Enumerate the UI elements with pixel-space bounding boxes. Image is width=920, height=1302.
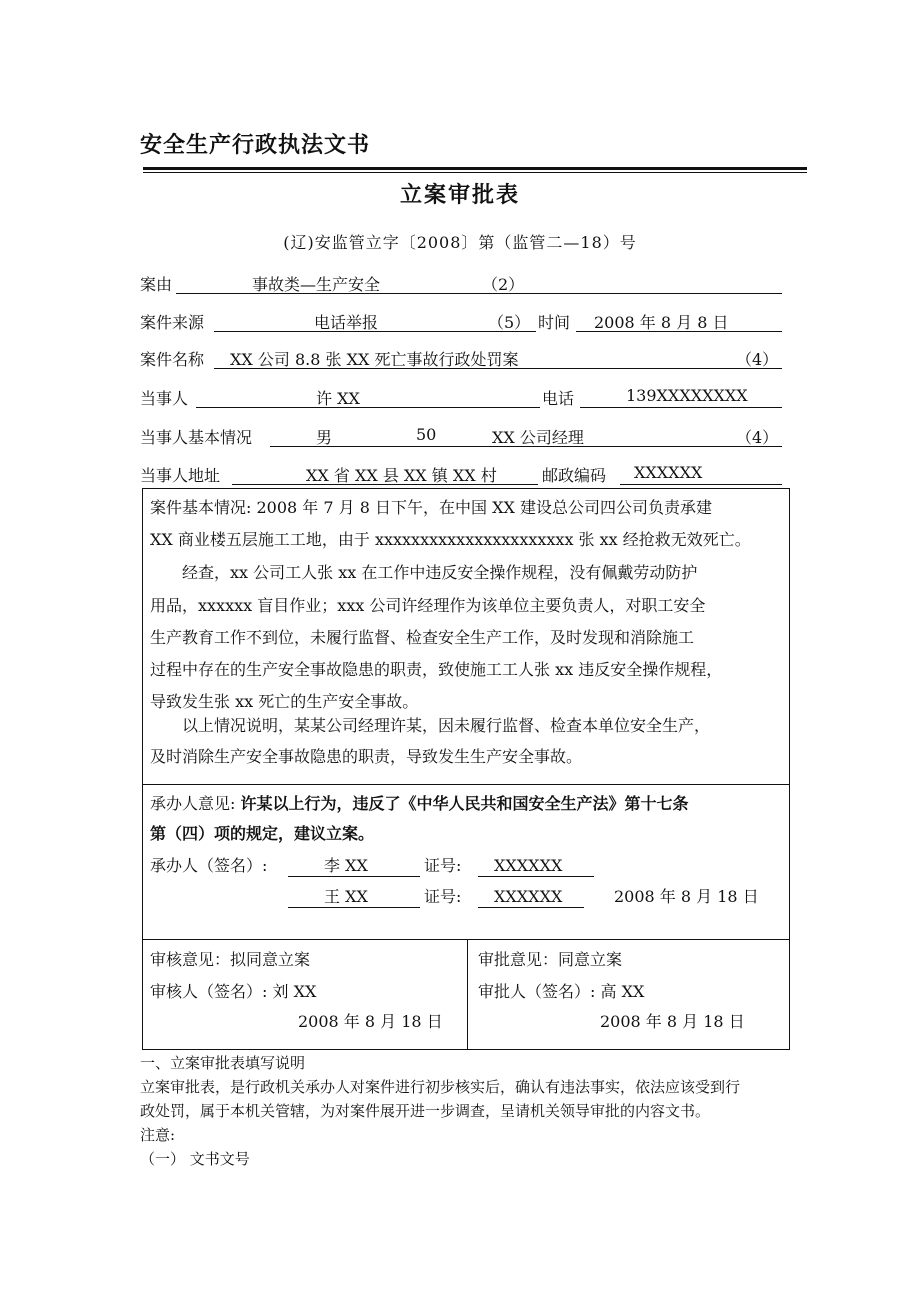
field-address-value: XX 省 XX 县 XX 镇 XX 村 (306, 466, 497, 485)
field-gender-value: 男 (316, 428, 333, 447)
field-party-info (140, 423, 782, 451)
field-cause-label: 案由 (140, 275, 173, 294)
field-source (140, 308, 782, 336)
handler-person-2: 王 XX (324, 887, 368, 906)
case-basic-line: 案件基本情况: 2008 年 7 月 8 日下午，在中国 XX 建设总公司四公司负责承建 (150, 498, 712, 517)
field-position-value: XX 公司经理 (492, 428, 584, 447)
column-divider (467, 939, 468, 1050)
handler-opinion-text-2: 第（四）项的规定，建议立案。 (150, 824, 375, 843)
field-postcode-value: XXXXXX (634, 463, 703, 482)
approval-opinion: 审批意见：同意立案 (478, 950, 623, 969)
field-case-name-label: 案件名称 (140, 350, 205, 369)
field-age-value: 50 (416, 425, 437, 444)
field-party-value: 许 XX (316, 389, 360, 408)
handler-cert-2: XXXXXX (494, 887, 563, 906)
section-divider (142, 939, 790, 940)
field-time-value: 2008 年 8 月 8 日 (594, 313, 729, 332)
field-source-value: 电话举报 (314, 313, 379, 332)
field-postcode-underline (620, 484, 782, 485)
field-phone-label: 电话 (542, 389, 575, 408)
handler-opinion-text: 许某以上行为，违反了《中华人民共和国安全生产法》第十七条 (240, 794, 689, 813)
field-postcode-label: 邮政编码 (542, 466, 607, 485)
field-source-code: （5） (488, 313, 531, 332)
notes-line-1: 立案审批表，是行政机关承办人对案件进行初步核实后，确认有违法事实，依法应该受到行 (140, 1078, 741, 1096)
field-address-label: 当事人地址 (140, 466, 221, 485)
handler-cert-1: XXXXXX (494, 856, 563, 875)
field-case-name-value: XX 公司 8.8 张 XX 死亡事故行政处罚案 (230, 350, 519, 369)
field-cause (140, 270, 782, 298)
header-rule-thick (143, 167, 807, 170)
field-party (140, 384, 782, 412)
form-title: 立案审批表 (399, 183, 520, 208)
document-header-title: 安全生产行政执法文书 (140, 133, 371, 158)
notes-item-1: （一） 文书文号 (140, 1150, 250, 1168)
field-phone-underline (580, 407, 782, 408)
field-party-info-code: （4） (736, 428, 779, 447)
case-basic-line: 导致发生张 xx 死亡的生产安全事故。 (150, 692, 419, 711)
field-address (140, 461, 782, 489)
handler-sign-label: 承办人（签名）: (150, 856, 268, 875)
field-phone-value: 139XXXXXXXX (626, 386, 748, 405)
case-basic-line: 生产教育工作不到位，未履行监督、检查安全生产工作，及时发现和消除施工 (150, 628, 695, 647)
handler-cert-label-1: 证号: (424, 856, 462, 875)
review-opinion: 审核意见：拟同意立案 (150, 950, 311, 969)
case-basic-line: 以上情况说明，某某公司经理许某，因未履行监督、检查本单位安全生产， (182, 716, 711, 735)
case-basic-line: 过程中存在的生产安全事故隐患的职责，致使施工工人张 xx 违反安全操作规程， (150, 660, 723, 679)
approval-signer: 审批人（签名）: 高 XX (478, 982, 645, 1001)
header-rule-thin (143, 172, 807, 173)
handler-person-2-underline (288, 907, 420, 908)
case-basic-line: XX 商业楼五层施工工地，由于 xxxxxxxxxxxxxxxxxxxxxx 张 xx 经抢救无效死亡。 (150, 530, 751, 549)
handler-person-1: 李 XX (324, 856, 368, 875)
field-time-label: 时间 (538, 313, 571, 332)
notes-line-2: 政处罚，属于本机关管辖，为对案件展开进一步调查，呈请机关领导审批的内容文书。 (140, 1102, 711, 1120)
review-date: 2008 年 8 月 18 日 (298, 1012, 443, 1031)
case-basic-line: 用品，xxxxxx 盲目作业；xxx 公司许经理作为该单位主要负责人，对职工安全 (150, 596, 706, 615)
field-party-underline (196, 407, 540, 408)
notes-heading: 一、立案审批表填写说明 (140, 1054, 306, 1072)
section-divider (142, 784, 790, 785)
handler-opinion-label: 承办人意见: (150, 794, 236, 813)
field-source-label: 案件来源 (140, 313, 205, 332)
field-party-label: 当事人 (140, 389, 189, 408)
field-case-name-code: （4） (736, 350, 779, 369)
field-case-name (140, 345, 782, 373)
handler-cert-1-underline (478, 876, 594, 877)
field-cause-value: 事故类—生产安全 (252, 275, 381, 294)
handler-cert-2-underline (478, 907, 584, 908)
document-number: (辽)安监管立字〔2008〕第（监管二—18）号 (283, 233, 637, 252)
field-cause-code: （2） (482, 275, 525, 294)
handler-date: 2008 年 8 月 18 日 (614, 887, 759, 906)
handler-person-1-underline (288, 876, 420, 877)
review-signer: 审核人（签名）: 刘 XX (150, 982, 317, 1001)
notes-attention: 注意: (140, 1126, 176, 1144)
handler-cert-label-2: 证号: (424, 887, 462, 906)
field-party-info-label: 当事人基本情况 (140, 428, 253, 447)
case-basic-line: 及时消除生产安全事故隐患的职责，导致发生生产安全事故。 (150, 747, 583, 766)
approval-date: 2008 年 8 月 18 日 (600, 1012, 745, 1031)
case-basic-line: 经查，xx 公司工人张 xx 在工作中违反安全操作规程，没有佩戴劳动防护 (182, 563, 698, 582)
